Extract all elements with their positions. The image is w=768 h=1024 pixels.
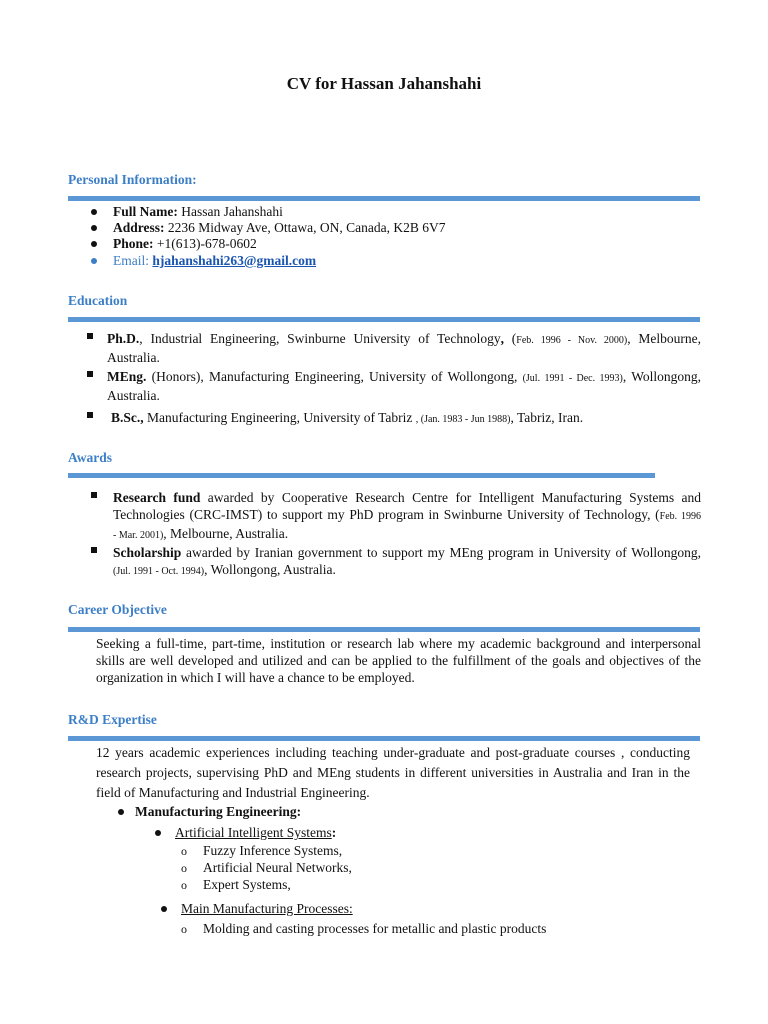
email-link[interactable]: hjahanshahi263@gmail.com [152, 253, 317, 268]
rd-paragraph: 12 years academic experiences including teaching under-graduate and post-graduate courses , conducting research projects, supervising PhD and MEng students in different universities in Australia and Iran in the field of Manufacturing and Industrial Engineering. [96, 745, 690, 800]
rd-item: o Expert Systems, [181, 877, 291, 892]
address-item: Address: 2236 Midway Ave, Ottawa, ON, Canada, K2B 6V7 [113, 220, 445, 236]
bullet-icon [91, 258, 97, 264]
section-heading-objective: Career Objective [68, 602, 167, 617]
page-title: CV for Hassan Jahanshahi [286, 74, 482, 93]
rd-area-manufacturing: Manufacturing Engineering: [135, 804, 301, 820]
full-name-item: Full Name: Hassan Jahanshahi [113, 204, 283, 220]
hollow-bullet-icon: o [181, 861, 187, 875]
square-bullet-icon [87, 412, 93, 418]
bullet-icon [91, 241, 97, 247]
hollow-bullet-icon: o [181, 878, 187, 892]
section-rule [68, 627, 700, 632]
section-heading-education: Education [68, 293, 128, 308]
award-research-fund: Research fund awarded by Cooperative Research Centre for Intelligent Manufacturing Systems and Technologies (CRC-IMST) to support my PhD program in Swinburne University of Technology, (Feb. 1996 - Mar. 2001), Melbourne, Australia. [113, 489, 701, 544]
square-bullet-icon [91, 547, 97, 553]
education-phd: Ph.D., Industrial Engineering, Swinburne University of Technology, (Feb. 1996 - Nov. 2000), Melbourne, Australia. [107, 330, 701, 366]
section-rule [68, 736, 700, 741]
section-heading-rd: R&D Expertise [68, 712, 157, 727]
section-rule [68, 317, 700, 322]
objective-paragraph: Seeking a full-time, part-time, institution or research lab where my academic background and interpersonal skills are well developed and utilized and can be applied to the fulfillment of the goals and objectives of the organization in which I will have a chance to be employed. [96, 636, 701, 685]
rd-sub-ai: Artificial Intelligent Systems: [175, 825, 336, 841]
section-heading-awards: Awards [68, 450, 113, 465]
rd-item: o Fuzzy Inference Systems, [181, 843, 343, 858]
square-bullet-icon [87, 371, 93, 377]
bullet-icon [155, 830, 161, 836]
phone-item: Phone: +1(613)-678-0602 [113, 236, 257, 252]
hollow-bullet-icon: o [181, 844, 187, 858]
hollow-bullet-icon: o [181, 922, 187, 936]
rd-item: o Molding and casting processes for metallic and plastic products [181, 921, 547, 936]
bullet-icon [118, 809, 124, 815]
section-rule [68, 196, 700, 201]
award-scholarship: Scholarship awarded by Iranian government to support my MEng program in University of Wollongong, (Jul. 1991 - Oct. 1994), Wollongong, Australia. [113, 544, 701, 580]
education-bsc: B.Sc., Manufacturing Engineering, University of Tabriz , (Jan. 1983 - Jun 1988), Tabriz, Iran. [111, 409, 583, 428]
education-meng: MEng. (Honors), Manufacturing Engineering, University of Wollongong, (Jul. 1991 - Dec. 1993), Wollongong, Australia. [107, 368, 701, 404]
bullet-icon [161, 906, 167, 912]
bullet-icon [91, 209, 97, 215]
rd-item: o Artificial Neural Networks, [181, 860, 352, 875]
square-bullet-icon [91, 492, 97, 498]
bullet-icon [91, 225, 97, 231]
section-heading-personal: Personal Information: [68, 172, 197, 187]
email-item: Email: hjahanshahi263@gmail.com [113, 253, 316, 269]
rd-sub-processes: Main Manufacturing Processes: [181, 901, 353, 917]
square-bullet-icon [87, 333, 93, 339]
section-rule [68, 473, 655, 478]
